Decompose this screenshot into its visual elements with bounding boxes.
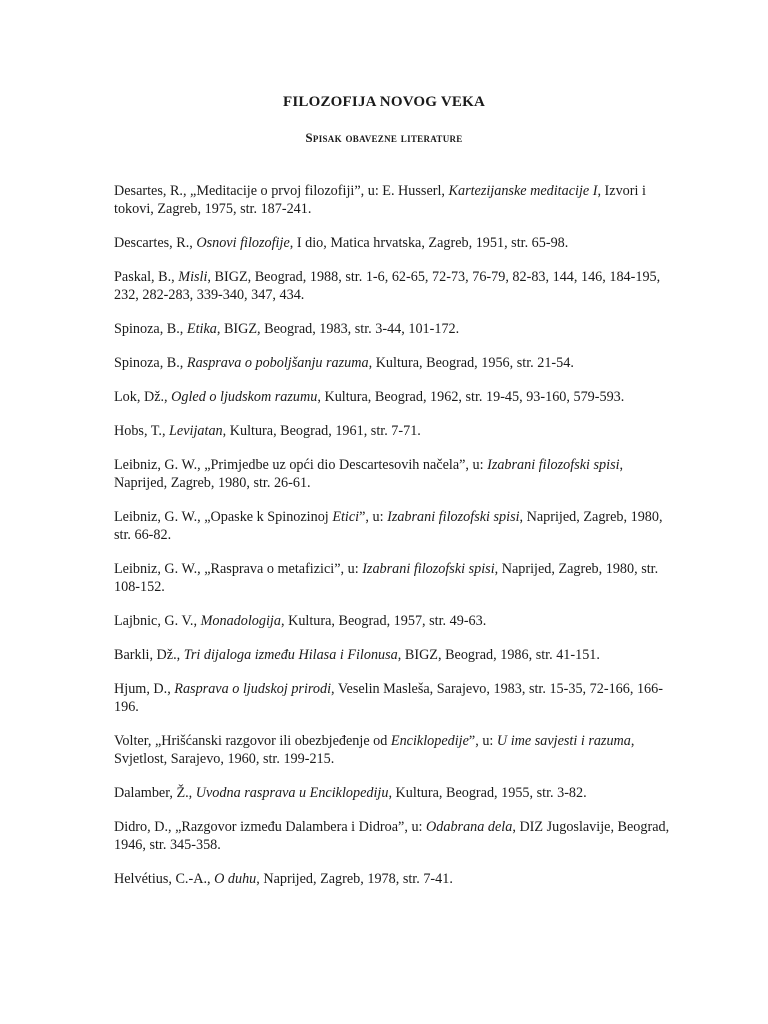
page-subtitle: Spisak obavezne literature — [305, 130, 463, 145]
bibliography-entry: Hjum, D., Rasprava o ljudskoj prirodi, Veselin Masleša, Sarajevo, 1983, str. 15-35, 72-166, 166-196. — [114, 681, 663, 715]
bibliography-list — [114, 182, 674, 904]
bibliography-entry: Descartes, R., Osnovi filozofije, I dio, Matica hrvatska, Zagreb, 1951, str. 65-98. — [114, 235, 569, 251]
bibliography-entry: Paskal, B., Misli, BIGZ, Beograd, 1988, str. 1-6, 62-65, 72-73, 76-79, 82-83, 144, 146, 184-195, 232, 282-283, 339-340, 347, 434. — [114, 269, 661, 303]
bibliography-entry: Leibniz, G. W., „Primjedbe uz opći dio Descartesovih načela”, u: Izabrani filozofski spisi, Naprijed, Zagreb, 1980, str. 26-61. — [114, 457, 624, 491]
bibliography-entry: Spinoza, B., Rasprava o poboljšanju razuma, Kultura, Beograd, 1956, str. 21-54. — [114, 355, 574, 371]
bibliography-entry: Dalamber, Ž., Uvodna rasprava u Enciklopediju, Kultura, Beograd, 1955, str. 3-82. — [114, 785, 587, 801]
bibliography-entry: Desartes, R., „Meditacije o prvoj filozofiji”, u: E. Husserl, Kartezijanske meditacije I, Izvori i tokovi, Zagreb, 1975, str. 187-241. — [114, 183, 646, 217]
bibliography-entry: Lok, Dž., Ogled o ljudskom razumu, Kultura, Beograd, 1962, str. 19-45, 93-160, 579-593. — [114, 389, 625, 405]
bibliography-entry: Lajbnic, G. V., Monadologija, Kultura, Beograd, 1957, str. 49-63. — [114, 613, 487, 629]
bibliography-entry: Volter, „Hrišćanski razgovor ili obezbjeđenje od Enciklopedije”, u: U ime savjesti i razuma, Svjetlost, Sarajevo, 1960, str. 199-215. — [114, 733, 635, 767]
bibliography-entry: Barkli, Dž., Tri dijaloga između Hilasa i Filonusa, BIGZ, Beograd, 1986, str. 41-151. — [114, 647, 600, 663]
bibliography-entry: Leibniz, G. W., „Rasprava o metafizici”, u: Izabrani filozofski spisi, Naprijed, Zagreb, 1980, str. 108-152. — [114, 561, 659, 595]
bibliography-entry: Didro, D., „Razgovor između Dalambera i Didroa”, u: Odabrana dela, DIZ Jugoslavije, Beograd, 1946, str. 345-358. — [114, 819, 670, 853]
bibliography-entry: Spinoza, B., Etika, BIGZ, Beograd, 1983, str. 3-44, 101-172. — [114, 321, 460, 337]
bibliography-entry: Leibniz, G. W., „Opaske k Spinozinoj Etici”, u: Izabrani filozofski spisi, Naprijed, Zagreb, 1980, str. 66-82. — [114, 509, 663, 543]
bibliography-entry: Helvétius, C.-A., O duhu, Naprijed, Zagreb, 1978, str. 7-41. — [114, 871, 453, 887]
page-title: FILOZOFIJA NOVOG VEKA — [283, 94, 485, 110]
bibliography-entry: Hobs, T., Levijatan, Kultura, Beograd, 1961, str. 7-71. — [114, 423, 421, 439]
